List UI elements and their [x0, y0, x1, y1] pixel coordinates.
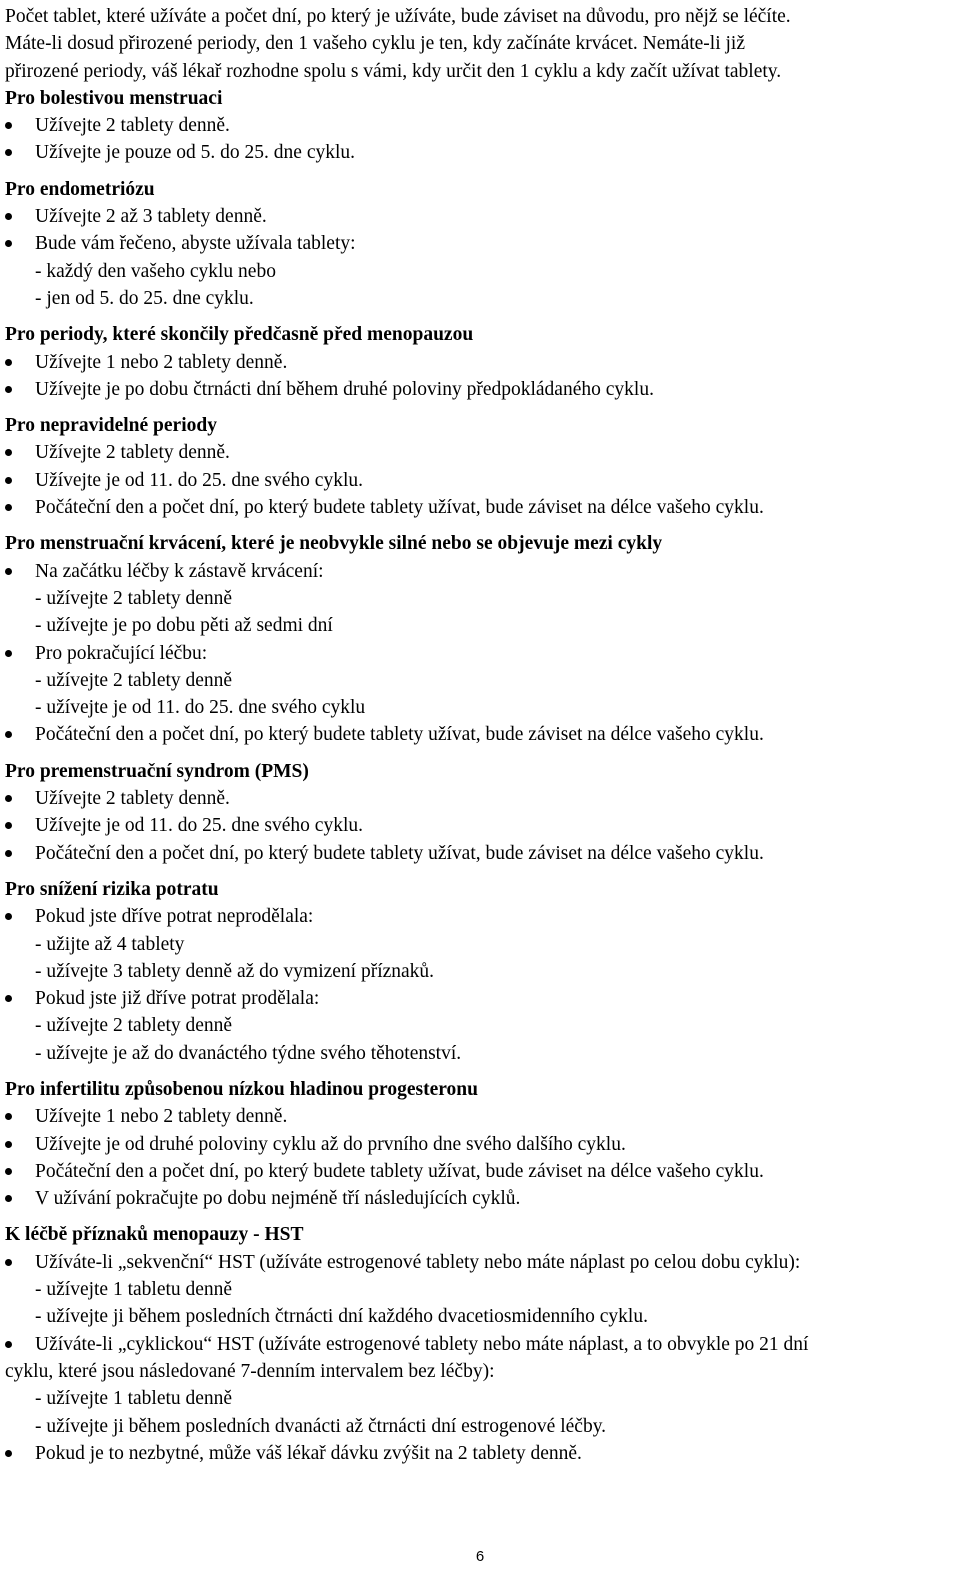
sub-item-text: - užívejte 1 tabletu denně [35, 1279, 233, 1301]
bullet-item [5, 1331, 957, 1358]
bullet-dot-icon [5, 504, 12, 511]
sub-item-text: - užívejte je od 11. do 25. dne svého cyklu [35, 697, 366, 719]
bullet-dot-icon [5, 477, 12, 484]
sub-item [5, 667, 957, 694]
bullet-item [5, 721, 957, 748]
sub-item-text: - užijte až 4 tablety [35, 933, 185, 955]
section [5, 412, 957, 521]
sub-item [5, 585, 957, 612]
sub-item-text: - užívejte 2 tablety denně [35, 587, 233, 609]
bullet-text: Užíváte-li „sekvenční“ HST (užíváte estrogenové tablety nebo máte náplast po celou dobu cyklu): [35, 1251, 801, 1273]
section-heading: Pro bolestivou menstruaci [5, 87, 223, 109]
bullet-dot-icon [5, 386, 12, 393]
bullet-text: Pro pokračující léčbu: [35, 642, 208, 664]
bullet-item [5, 203, 957, 230]
bullet-dot-icon [5, 795, 12, 802]
bullet-text: Pokud jste dříve potrat neprodělala: [35, 906, 314, 928]
bullet-text: Pokud jste již dříve potrat prodělala: [35, 988, 320, 1010]
bullet-text: Užíváte-li „cyklickou“ HST (užíváte estrogenové tablety nebo máte náplast, a to obvykle po 21 dní [35, 1333, 809, 1355]
sub-item [5, 1385, 957, 1412]
section [5, 321, 957, 403]
bullet-dot-icon [5, 995, 12, 1002]
bullet-item [5, 1131, 957, 1158]
bullet-text-continuation: cyklu, které jsou následované 7-denním intervalem bez léčby): [5, 1360, 495, 1382]
sub-item-text: - užívejte 2 tablety denně [35, 669, 233, 691]
sub-item [5, 931, 957, 958]
bullet-text: Bude vám řečeno, abyste užívala tablety: [35, 233, 356, 255]
bullet-item [5, 439, 957, 466]
bullet-item [5, 1103, 957, 1130]
section [5, 85, 957, 167]
intro-paragraph [5, 3, 957, 85]
bullet-item [5, 349, 957, 376]
sub-item-text: - každý den vašeho cyklu nebo [35, 260, 276, 282]
bullet-text: Počáteční den a počet dní, po který budete tablety užívat, bude záviset na délce vašeho cyklu. [35, 1160, 764, 1182]
sub-item [5, 1303, 957, 1330]
document-page [5, 3, 957, 1467]
bullet-item [5, 785, 957, 812]
intro-line: přirozené periody, váš lékař rozhodne spolu s vámi, kdy určit den 1 cyklu a kdy začít užívat tablety. [5, 60, 782, 82]
bullet-text: V užívání pokračujte po dobu nejméně tří následujících cyklů. [35, 1188, 521, 1210]
sub-item-text: - užívejte je až do dvanáctého týdne svého těhotenství. [35, 1042, 462, 1064]
section [5, 176, 957, 312]
bullet-item [5, 1158, 957, 1185]
bullet-dot-icon [5, 731, 12, 738]
bullet-text: Užívejte je po dobu čtrnácti dní během druhé poloviny předpokládaného cyklu. [35, 378, 654, 400]
dosage-sections [5, 85, 957, 1467]
bullet-item [5, 1249, 957, 1276]
bullet-text: Užívejte je od 11. do 25. dne svého cyklu. [35, 469, 363, 491]
bullet-text: Pokud je to nezbytné, může váš lékař dávku zvýšit na 2 tablety denně. [35, 1442, 582, 1464]
bullet-dot-icon [5, 1341, 12, 1348]
bullet-text: Počáteční den a počet dní, po který budete tablety užívat, bude záviset na délce vašeho cyklu. [35, 497, 764, 519]
section-heading: Pro infertilitu způsobenou nízkou hladinou progesteronu [5, 1078, 478, 1100]
bullet-dot-icon [5, 568, 12, 575]
bullet-text: Užívejte 1 nebo 2 tablety denně. [35, 1106, 288, 1128]
bullet-item [5, 139, 957, 166]
sub-item [5, 285, 957, 312]
bullet-dot-icon [5, 449, 12, 456]
section [5, 1076, 957, 1212]
bullet-dot-icon [5, 213, 12, 220]
section [5, 530, 957, 748]
bullet-item [5, 558, 957, 585]
bullet-item [5, 467, 957, 494]
sub-item-text: - užívejte 1 tabletu denně [35, 1388, 233, 1410]
bullet-item [5, 840, 957, 867]
bullet-item [5, 112, 957, 139]
bullet-dot-icon [5, 1168, 12, 1175]
intro-line: Máte-li dosud přirozené periody, den 1 vašeho cyklu je ten, kdy začínáte krvácet. Nemáte-li již [5, 33, 745, 55]
bullet-dot-icon [5, 359, 12, 366]
section-heading: Pro endometriózu [5, 178, 155, 200]
sub-item [5, 612, 957, 639]
section-heading: Pro menstruační krvácení, které je neobvykle silné nebo se objevuje mezi cykly [5, 533, 663, 555]
section-heading: Pro nepravidelné periody [5, 415, 217, 437]
sub-item [5, 1413, 957, 1440]
bullet-item [5, 985, 957, 1012]
bullet-text: Užívejte je od 11. do 25. dne svého cyklu. [35, 815, 363, 837]
bullet-text: Počáteční den a počet dní, po který budete tablety užívat, bude záviset na délce vašeho cyklu. [35, 724, 764, 746]
section [5, 1221, 957, 1467]
sub-item [5, 958, 957, 985]
bullet-text: Užívejte 2 tablety denně. [35, 442, 230, 464]
sub-item-text: - užívejte 3 tablety denně až do vymizení příznaků. [35, 960, 435, 982]
bullet-dot-icon [5, 240, 12, 247]
bullet-dot-icon [5, 1195, 12, 1202]
bullet-item [5, 903, 957, 930]
sub-item-text: - užívejte je po dobu pěti až sedmi dní [35, 615, 333, 637]
bullet-text: Užívejte je pouze od 5. do 25. dne cyklu. [35, 142, 356, 164]
section-heading: K léčbě příznaků menopauzy - HST [5, 1224, 304, 1246]
sub-item-text: - jen od 5. do 25. dne cyklu. [35, 287, 254, 309]
bullet-text: Užívejte 1 nebo 2 tablety denně. [35, 351, 288, 373]
section-heading: Pro periody, které skončily předčasně před menopauzou [5, 324, 474, 346]
bullet-dot-icon [5, 149, 12, 156]
sub-item [5, 694, 957, 721]
bullet-text: Užívejte 2 až 3 tablety denně. [35, 206, 267, 228]
bullet-dot-icon [5, 822, 12, 829]
bullet-item [5, 1440, 957, 1467]
bullet-dot-icon [5, 1141, 12, 1148]
intro-line: Počet tablet, které užíváte a počet dní, po který je užíváte, bude záviset na důvodu, pro nějž se léčíte. [5, 6, 791, 27]
bullet-item [5, 494, 957, 521]
bullet-item [5, 376, 957, 403]
bullet-item [5, 812, 957, 839]
bullet-item [5, 1185, 957, 1212]
bullet-dot-icon [5, 913, 12, 920]
sub-item [5, 258, 957, 285]
sub-item-text: - užívejte ji během posledních dvanácti až čtrnácti dní estrogenové léčby. [35, 1415, 607, 1437]
bullet-text: Užívejte 2 tablety denně. [35, 115, 230, 137]
sub-item-text: - užívejte 2 tablety denně [35, 1015, 233, 1037]
bullet-text: Užívejte je od druhé poloviny cyklu až do prvního dne svého dalšího cyklu. [35, 1133, 626, 1155]
section-heading: Pro premenstruační syndrom (PMS) [5, 760, 309, 782]
section-heading: Pro snížení rizika potratu [5, 878, 219, 900]
bullet-dot-icon [5, 1113, 12, 1120]
section [5, 758, 957, 867]
section [5, 876, 957, 1067]
bullet-dot-icon [5, 122, 12, 129]
sub-item [5, 1276, 957, 1303]
page-number: 6 [475, 1548, 485, 1565]
bullet-dot-icon [5, 850, 12, 857]
bullet-item [5, 230, 957, 257]
bullet-dot-icon [5, 1450, 12, 1457]
bullet-text: Užívejte 2 tablety denně. [35, 788, 230, 810]
bullet-text: Na začátku léčby k zástavě krvácení: [35, 560, 324, 582]
bullet-dot-icon [5, 1259, 12, 1266]
bullet-item [5, 640, 957, 667]
sub-item [5, 1040, 957, 1067]
sub-item-text: - užívejte ji během posledních čtrnácti dní každého dvacetiosmidenního cyklu. [35, 1306, 648, 1328]
bullet-text: Počáteční den a počet dní, po který budete tablety užívat, bude záviset na délce vašeho cyklu. [35, 842, 764, 864]
sub-item [5, 1012, 957, 1039]
bullet-dot-icon [5, 650, 12, 657]
